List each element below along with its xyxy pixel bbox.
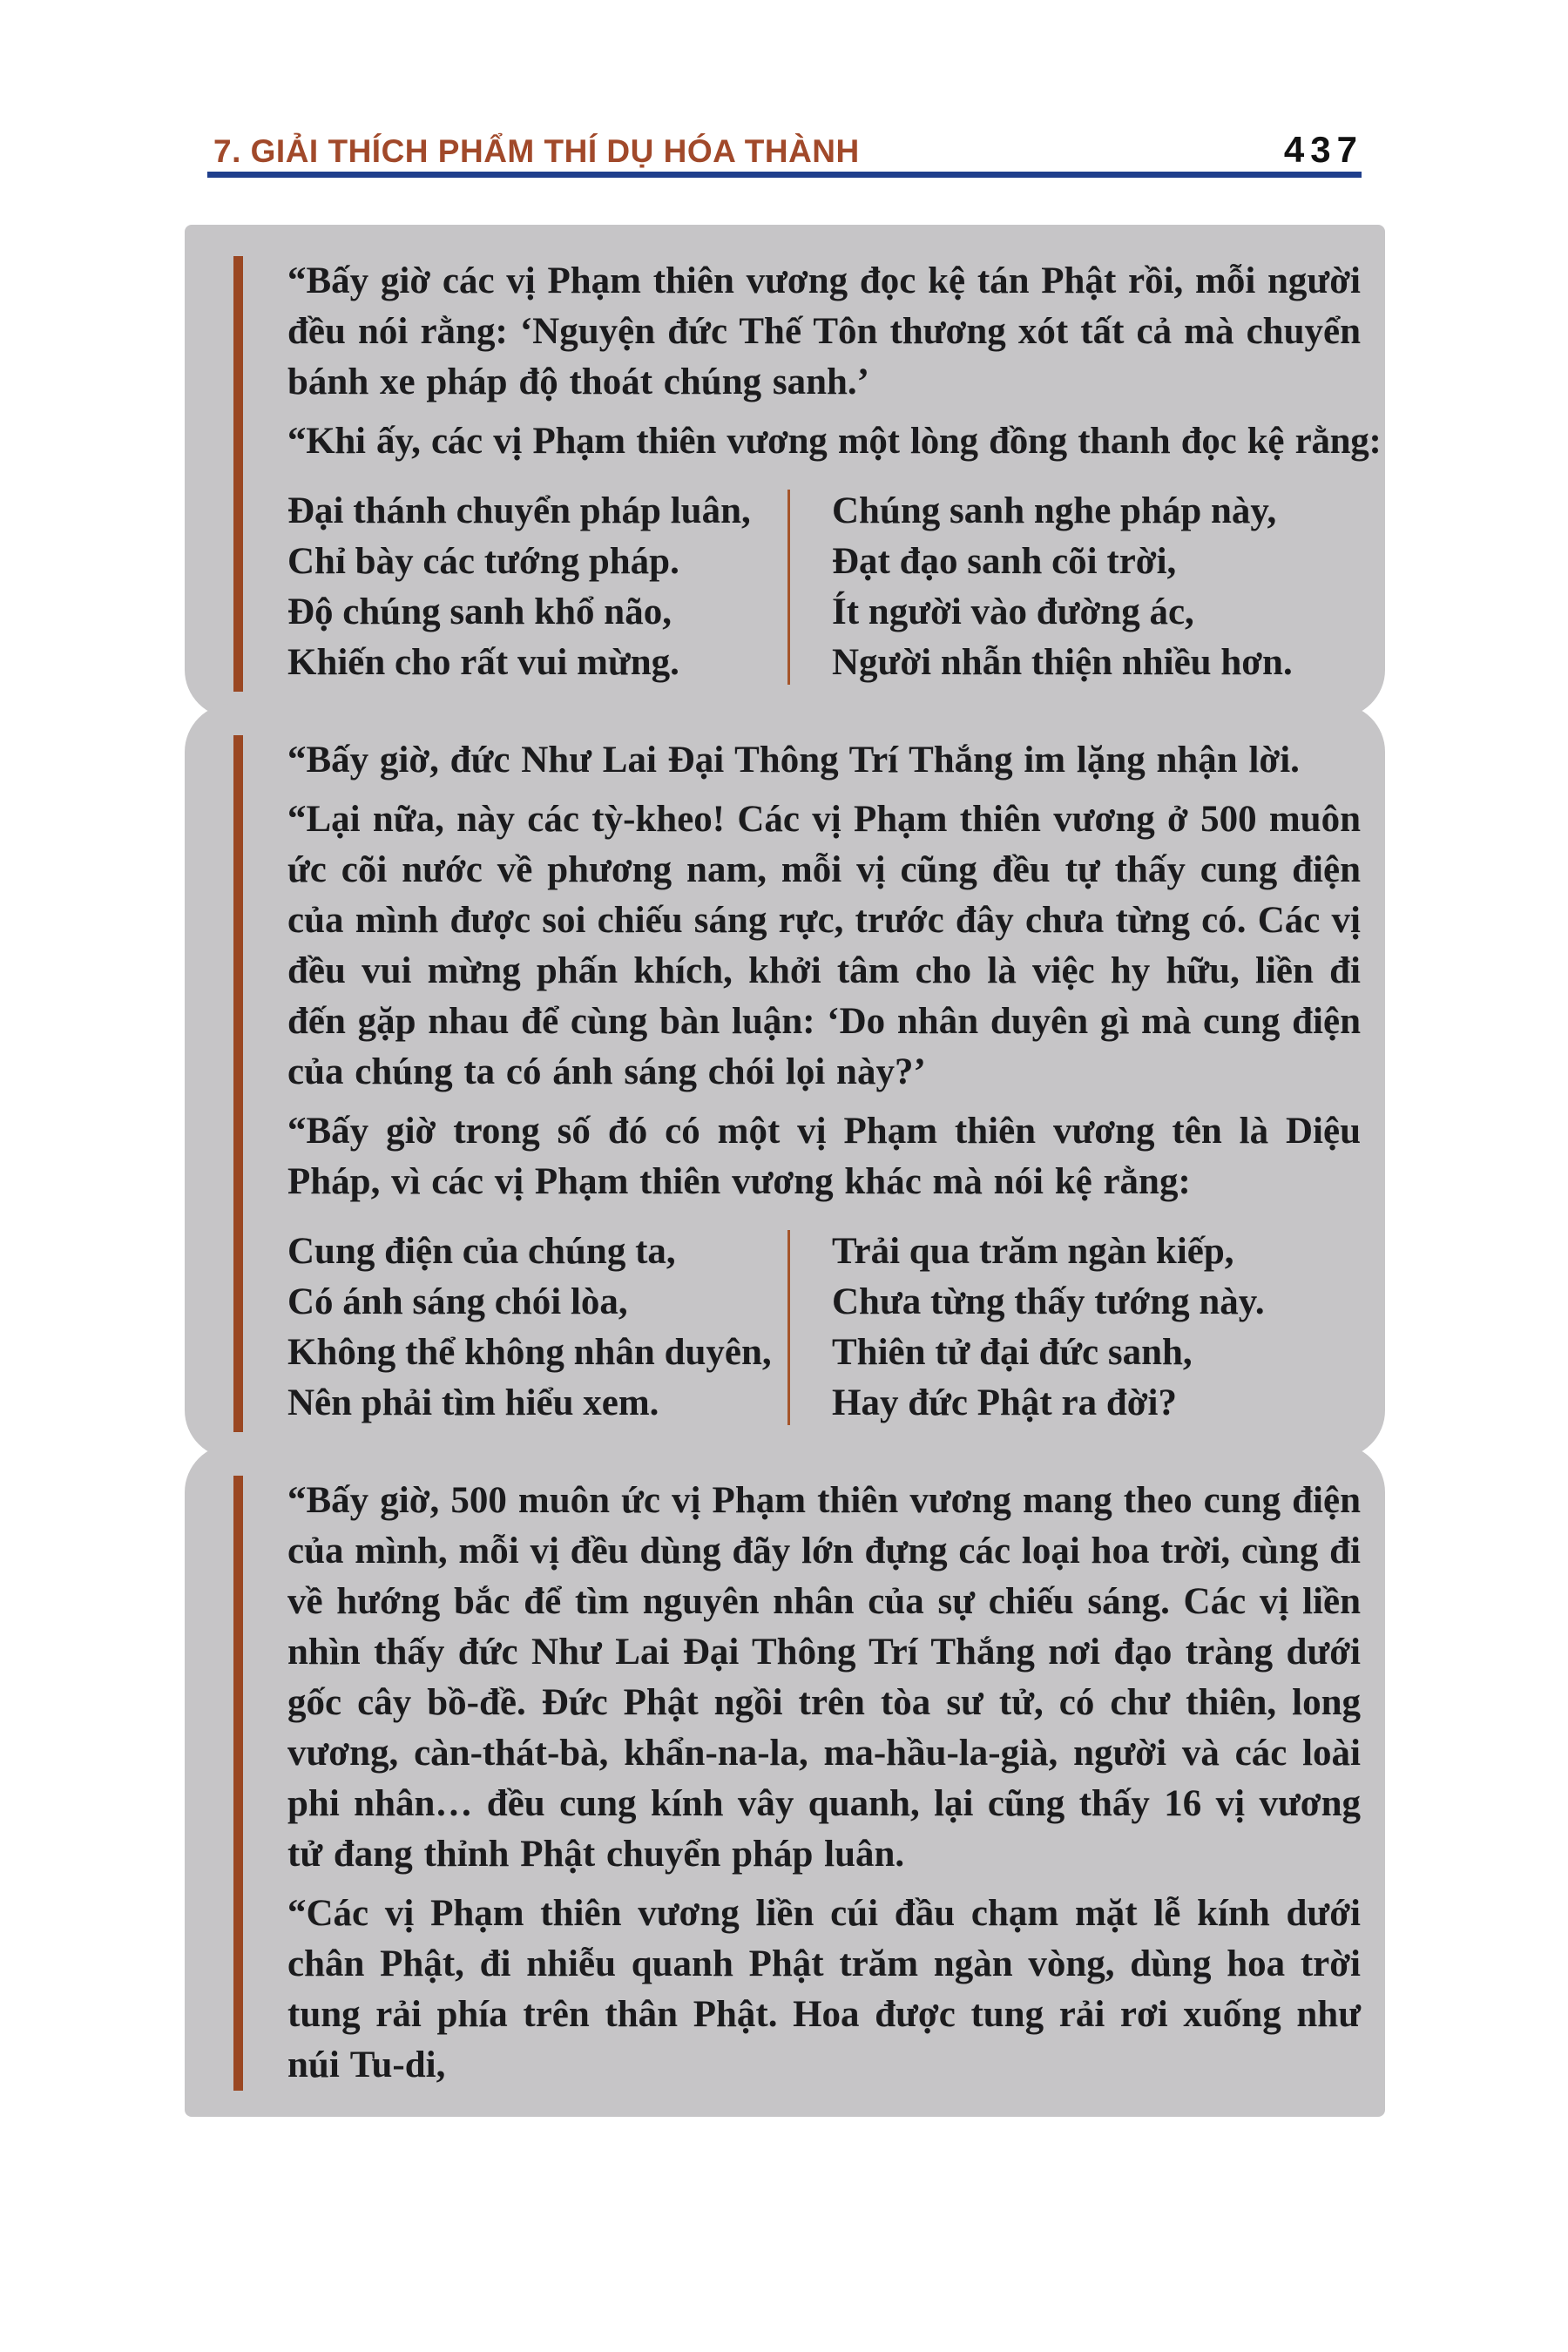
page-number: 437 [1283, 129, 1363, 170]
verse-line: Chưa từng thấy tướng này. [832, 1281, 1265, 1322]
verse-line: Cung điện của chúng ta, [287, 1231, 676, 1272]
verse-column-left [287, 1227, 787, 1429]
paragraph: “Khi ấy, các vị Phạm thiên vương một lòng đồng thanh đọc kệ rằng: [287, 421, 1382, 462]
verse-line: Chỉ bày các tướng pháp. [287, 541, 679, 582]
verse-column-left [287, 486, 787, 688]
paragraph: “Các vị Phạm thiên vương liền cúi đầu chạm mặt lễ kính dưới chân Phật, đi nhiễu quanh Phật trăm ngàn vòng, dùng hoa trời tung rải phía trên thân Phật. Hoa được tung rải rơi xuống như núi Tu-di, [287, 1893, 1361, 2085]
chapter-title: 7. GIẢI THÍCH PHẨM THÍ DỤ HÓA THÀNH [213, 133, 860, 169]
verse-line: Hay đức Phật ra đời? [832, 1382, 1178, 1423]
verse-column-right [790, 1227, 1361, 1429]
verse-couplets [287, 1227, 1361, 1429]
accent-bar [233, 1476, 243, 2091]
verse-couplets [287, 486, 1361, 688]
header-rule [207, 172, 1362, 178]
accent-bar [233, 256, 243, 692]
quote-block-3 [185, 1444, 1385, 2117]
verse-line: Chúng sanh nghe pháp này, [832, 490, 1277, 531]
verse-line: Độ chúng sanh khổ não, [287, 591, 672, 632]
paragraph: “Lại nữa, này các tỳ-kheo! Các vị Phạm thiên vương ở 500 muôn ức cõi nước về phương nam, mỗi vị cũng đều tự thấy cung điện của mình được soi chiếu sáng rực, trước đây chưa từng có. Các vị đều vui mừng phấn khích, khởi tâm cho là việc hy hữu, liền đi đến gặp nhau để cùng bàn luận: ‘Do nhân duyên gì mà cung điện của chúng ta có ánh sáng chói lọi này?’ [287, 799, 1361, 1092]
verse-line: Đạt đạo sanh cõi trời, [832, 541, 1177, 582]
verse-line: Thiên tử đại đức sanh, [832, 1332, 1193, 1373]
verse-line: Trải qua trăm ngàn kiếp, [832, 1231, 1234, 1272]
accent-bar [233, 735, 243, 1432]
verse-line: Đại thánh chuyển pháp luân, [287, 490, 751, 531]
verse-line: Người nhẫn thiện nhiều hơn. [832, 642, 1293, 683]
quote-block-1 [185, 225, 1385, 718]
verse-column-right [790, 486, 1361, 688]
verse-line: Không thể không nhân duyên, [287, 1332, 772, 1373]
paragraph: “Bấy giờ, 500 muôn ức vị Phạm thiên vương mang theo cung điện của mình, mỗi vị đều dùng đãy lớn đựng các loại hoa trời, cùng đi về hướng bắc để tìm nguyên nhân của sự chiếu sáng. Các vị liền nhìn thấy đức Như Lai Đại Thông Trí Thắng nơi đạo tràng dưới gốc cây bồ-đề. Đức Phật ngồi trên tòa sư tử, có chư thiên, long vương, càn-thát-bà, khẩn-na-la, ma-hầu-la-già, người và các loài phi nhân… đều cung kính vây quanh, lại cũng thấy 16 vị vương tử đang thỉnh Phật chuyển pháp luân. [287, 1480, 1361, 1875]
verse-line: Nên phải tìm hiểu xem. [287, 1382, 659, 1423]
quote-block-2 [185, 704, 1385, 1458]
verse-line: Khiến cho rất vui mừng. [287, 642, 679, 683]
running-header [213, 129, 1363, 171]
verse-line: Ít người vào đường ác, [832, 591, 1194, 632]
paragraph: “Bấy giờ trong số đó có một vị Phạm thiên vương tên là Diệu Pháp, vì các vị Phạm thiên vương khác mà nói kệ rằng: [287, 1111, 1361, 1202]
quote-blocks [185, 225, 1385, 2117]
paragraph: “Bấy giờ các vị Phạm thiên vương đọc kệ tán Phật rồi, mỗi người đều nói rằng: ‘Nguyện đức Thế Tôn thương xót tất cả mà chuyển bánh xe pháp độ thoát chúng sanh.’ [287, 260, 1361, 402]
verse-line: Có ánh sáng chói lòa, [287, 1281, 628, 1322]
paragraph: “Bấy giờ, đức Như Lai Đại Thông Trí Thắng im lặng nhận lời. [287, 740, 1300, 781]
